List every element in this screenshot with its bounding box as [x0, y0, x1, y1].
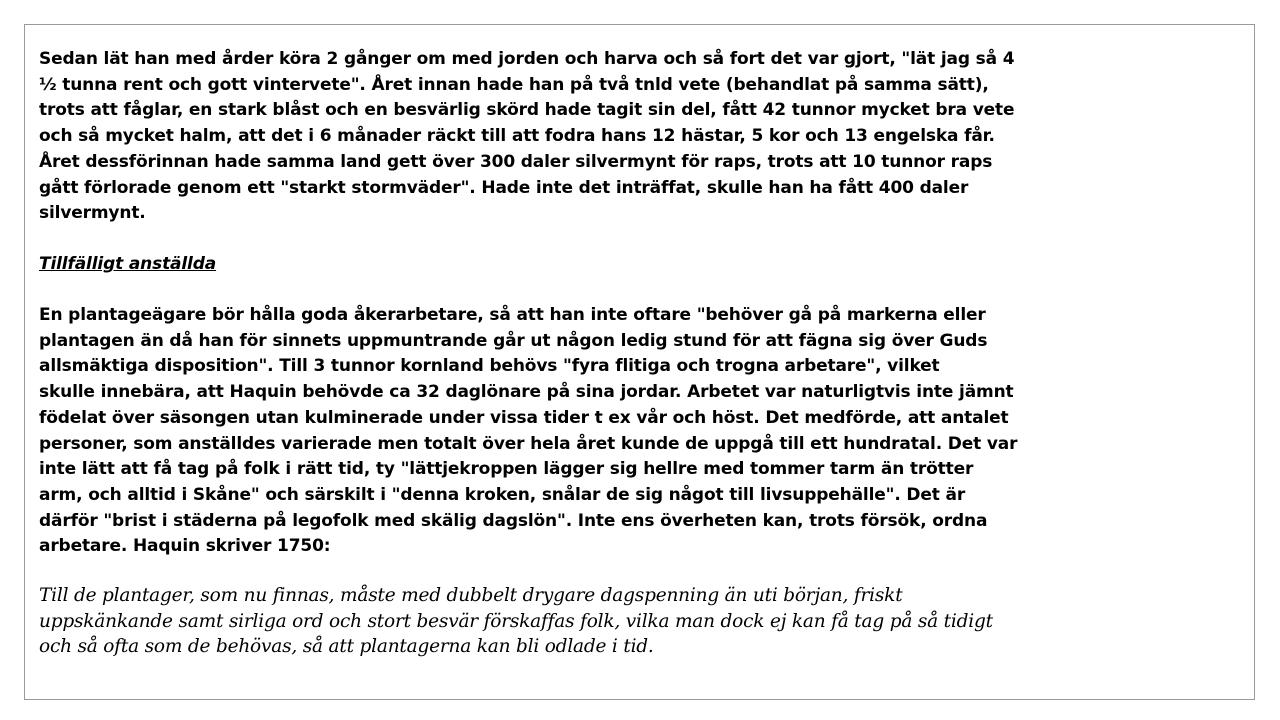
document-page — [24, 24, 1255, 700]
body-paragraph: En plantageägare bör hålla goda åkerarbetare, så att han inte oftare "behöver gå på markerna eller plantagen än då han för sinnets uppmuntrande går ut någon ledig stund för att fägna sig över Guds allsmäktiga disposition". Till 3 tunnor kornland behövs "fyra flitiga och trogna arbetare", vilket skulle innebära, att Haquin behövde ca 32 daglönare på sina jordar. Arbetet var naturligtvis inte jämnt födelat över säsongen utan kulminerade under vissa tider t ex vår och höst. Det medförde, att antalet personer, som anställdes varierade men totalt över hela året kunde de uppgå till ett hundratal. Det var inte lätt att få tag på folk i rätt tid, ty "lättjekroppen lägger sig hellre med tommer tarm än trötter arm, och alltid i Skåne" och särskilt i "denna kroken, snålar de sig något till livsuppehälle". Det är därför "brist i städerna på legofolk med skälig dagslön". Inte ens överheten kan, trots försök, ordna arbetare. Haquin skriver 1750: — [39, 305, 1018, 557]
body-paragraph: Sedan lät han med årder köra 2 gånger om med jorden och harva och så fort det var gjort, "lät jag så 4 ½ tunna rent och gott vintervete". Året innan hade han på två tnld vete (behandlat på samma sätt), trots att fåglar, en stark blåst och en besvärlig skörd hade tagit sin del, fått 42 tunnor mycket bra vete och så mycket halm, att det i 6 månader räckt till att fodra hans 12 hästar, 5 kor och 13 engelska får. Året dessförinnan hade samma land gett över 300 daler silvermynt för raps, trots att 10 tunnor raps gått förlorade genom ett "starkt stormväder". Hade inte det inträffat, skulle han ha fått 400 daler silvermynt. — [39, 49, 1015, 224]
section-heading: Tillfälligt anställda — [39, 254, 217, 274]
block-quote: Till de plantager, som nu finnas, måste med dubbelt drygare dagspenning än uti början, friskt uppskänkande samt sirliga ord och stort besvär förskaffas folk, vilka man dock ej kan få tag på så tidigt och så ofta som de behövas, så att plantagerna kan bli odlade i tid. — [39, 585, 993, 657]
